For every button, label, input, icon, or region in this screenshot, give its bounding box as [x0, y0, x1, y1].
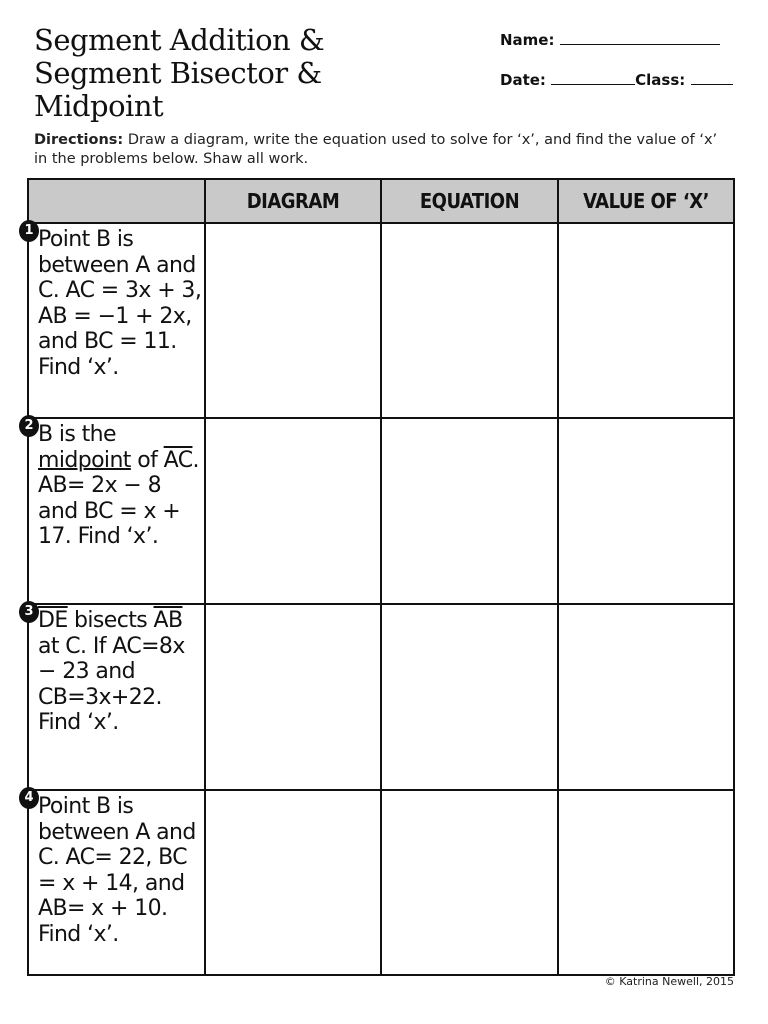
segment-ab: $\overline{AB}$: [153, 608, 183, 633]
header-value: VALUE OF ‘X’: [558, 179, 734, 223]
date-label: Date:: [500, 71, 546, 89]
problem-1-text: Point B is between A and C. AC = 3x + 3, AB = −1 + 2x, and BC = 11. Find ‘x’.: [38, 227, 202, 380]
value-cell[interactable]: [558, 790, 734, 975]
segment-ac: $\overline{AC}$: [163, 447, 193, 473]
diagram-cell[interactable]: [205, 790, 381, 975]
directions: [34, 131, 734, 169]
copyright: © Katrina Newell, 2015: [604, 975, 734, 988]
class-blank[interactable]: [691, 69, 733, 85]
problem-3-part-d: at C. If AC=8x − 23 and CB=3x+22. Find ‘x’.: [38, 633, 185, 735]
diagram-cell[interactable]: [205, 418, 381, 604]
name-blank[interactable]: [560, 29, 720, 45]
problem-2-midpoint: midpoint: [38, 447, 131, 473]
problem-3-cell: [24, 604, 205, 790]
value-cell[interactable]: [558, 223, 734, 418]
title-line-3: Midpoint: [34, 89, 164, 123]
title-line-2: Segment Bisector &: [34, 56, 322, 90]
problem-4-cell: [24, 790, 205, 975]
title-line-1: Segment Addition &: [34, 23, 325, 57]
problem-number-badge: 4: [19, 787, 39, 809]
table-row: [28, 790, 734, 975]
diagram-cell[interactable]: [205, 604, 381, 790]
table-row: [28, 604, 734, 790]
problem-number-badge: 1: [19, 220, 39, 242]
problem-2-part-c: of: [130, 447, 158, 473]
equation-cell[interactable]: [381, 418, 558, 604]
value-cell[interactable]: [558, 418, 734, 604]
problem-4-text: Point B is between A and C. AC= 22, BC = x + 14, and AB= x + 10. Find ‘x’.: [38, 794, 196, 947]
problem-2-cell: [24, 418, 205, 604]
equation-cell[interactable]: [381, 604, 558, 790]
equation-cell[interactable]: [381, 790, 558, 975]
date-class-fields: [500, 69, 733, 89]
name-field[interactable]: [500, 29, 720, 49]
problem-1-cell: [24, 223, 205, 418]
header-row: [28, 179, 734, 223]
diagram-cell[interactable]: [205, 223, 381, 418]
value-cell[interactable]: [558, 604, 734, 790]
directions-text: Draw a diagram, write the equation used to solve for ‘x’, and find the value of ‘x’ in the problems below. Shaw all work.: [34, 132, 718, 167]
problem-2-text: [38, 422, 202, 550]
problem-3-part-b: bisects: [67, 608, 148, 633]
problem-number-badge: 2: [19, 415, 39, 437]
table-row: [28, 223, 734, 418]
header-blank: [28, 179, 205, 223]
problem-number-badge: 3: [19, 601, 39, 623]
date-blank[interactable]: [551, 69, 635, 85]
worksheet-title: [34, 24, 454, 123]
problem-2-part-a: B is the: [38, 422, 116, 447]
directions-label: Directions:: [34, 132, 124, 148]
header-diagram: DIAGRAM: [205, 179, 381, 223]
problem-table: [24, 178, 735, 976]
header-equation: EQUATION: [381, 179, 558, 223]
table-row: [28, 418, 734, 604]
segment-de: $\overline{DE}$: [38, 608, 68, 633]
class-label: Class:: [635, 71, 686, 89]
problem-3-text: [38, 608, 202, 736]
name-label: Name:: [500, 31, 555, 49]
equation-cell[interactable]: [381, 223, 558, 418]
problem-2-part-e: . AB= 2x − 8 and BC = x + 17. Find ‘x’.: [38, 447, 199, 549]
